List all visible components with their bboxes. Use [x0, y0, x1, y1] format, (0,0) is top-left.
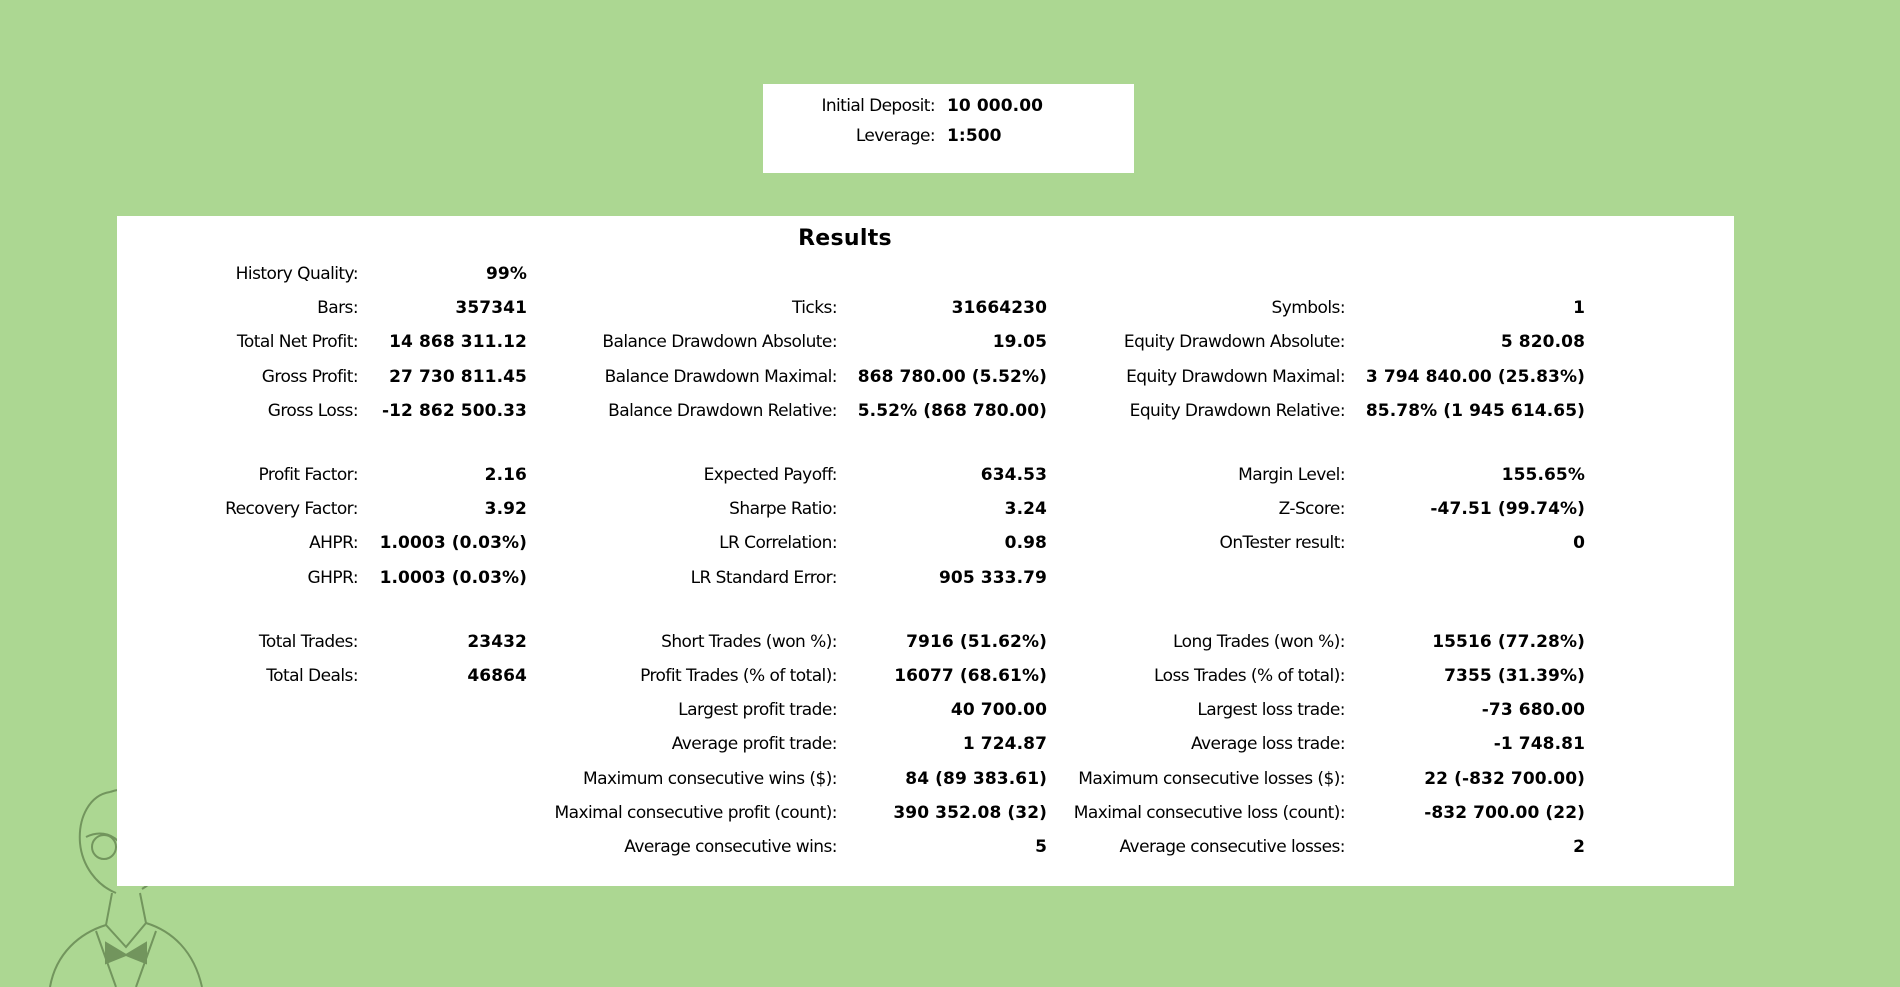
- stat-label: LR Standard Error:: [690, 568, 837, 588]
- stat-label: History Quality:: [235, 264, 358, 284]
- stat-label: Gross Profit:: [261, 367, 358, 387]
- initial-deposit-value: 10 000.00: [947, 96, 1044, 116]
- stat-label: Maximum consecutive wins ($):: [583, 769, 837, 789]
- stat-label: Maximal consecutive loss (count):: [1073, 803, 1345, 823]
- stat-value: 1.0003 (0.03%): [379, 533, 527, 553]
- stat-label: Total Net Profit:: [236, 332, 358, 352]
- stat-label: Gross Loss:: [267, 401, 358, 421]
- stat-label: Balance Drawdown Absolute:: [602, 332, 837, 352]
- stat-label: Loss Trades (% of total):: [1154, 666, 1345, 686]
- stat-label: Maximum consecutive losses ($):: [1078, 769, 1345, 789]
- deposit-info-panel: [763, 84, 1134, 173]
- stat-value: -47.51 (99.74%): [1430, 499, 1585, 519]
- stat-label: Total Trades:: [258, 632, 358, 652]
- stat-value: 3 794 840.00 (25.83%): [1365, 367, 1585, 387]
- stat-label: GHPR:: [307, 568, 358, 588]
- stat-value: 5: [1035, 837, 1047, 857]
- stat-value: 46864: [467, 666, 527, 686]
- stat-value: 5 820.08: [1500, 332, 1585, 352]
- stat-value: 3.92: [484, 499, 527, 519]
- stat-label: Equity Drawdown Maximal:: [1126, 367, 1345, 387]
- stat-value: 868 780.00 (5.52%): [857, 367, 1047, 387]
- stat-value: 19.05: [992, 332, 1047, 352]
- stat-label: Equity Drawdown Absolute:: [1123, 332, 1345, 352]
- stat-value: 357341: [455, 298, 527, 318]
- stat-value: 1 724.87: [962, 734, 1047, 754]
- stat-value: 0.98: [1004, 533, 1047, 553]
- stat-value: 99%: [486, 264, 527, 284]
- stat-label: Largest profit trade:: [678, 700, 837, 720]
- results-panel: [117, 216, 1734, 886]
- stat-label: Equity Drawdown Relative:: [1129, 401, 1345, 421]
- stat-label: Maximal consecutive profit (count):: [554, 803, 837, 823]
- leverage-value: 1:500: [947, 126, 1002, 146]
- stat-value: 2: [1573, 837, 1585, 857]
- stat-value: 23432: [467, 632, 527, 652]
- stat-value: 3.24: [1004, 499, 1047, 519]
- stat-label: Profit Trades (% of total):: [640, 666, 837, 686]
- stat-label: Total Deals:: [266, 666, 358, 686]
- initial-deposit-label: Initial Deposit:: [821, 96, 935, 116]
- stat-label: Balance Drawdown Maximal:: [604, 367, 837, 387]
- stat-label: Symbols:: [1271, 298, 1345, 318]
- stat-value: 85.78% (1 945 614.65): [1365, 401, 1585, 421]
- stat-value: 40 700.00: [950, 700, 1047, 720]
- stat-value: -1 748.81: [1493, 734, 1585, 754]
- stat-label: Ticks:: [791, 298, 837, 318]
- stat-label: Sharpe Ratio:: [729, 499, 837, 519]
- stat-label: Margin Level:: [1238, 465, 1345, 485]
- stat-value: 27 730 811.45: [389, 367, 527, 387]
- stat-value: 15516 (77.28%): [1432, 632, 1585, 652]
- initial-deposit-row: [763, 91, 1134, 121]
- stat-label: Largest loss trade:: [1197, 700, 1345, 720]
- results-title: Results: [798, 226, 892, 251]
- stat-value: 1.0003 (0.03%): [379, 568, 527, 588]
- stat-label: Average consecutive losses:: [1119, 837, 1345, 857]
- stat-value: 84 (89 383.61): [905, 769, 1047, 789]
- stat-value: -12 862 500.33: [381, 401, 527, 421]
- stat-label: LR Correlation:: [719, 533, 837, 553]
- stat-value: 0: [1573, 533, 1585, 553]
- stat-label: OnTester result:: [1219, 533, 1345, 553]
- stat-value: 905 333.79: [938, 568, 1047, 588]
- stat-value: 634.53: [980, 465, 1047, 485]
- stat-value: 31664230: [951, 298, 1047, 318]
- stat-label: Short Trades (won %):: [661, 632, 837, 652]
- stat-value: 1: [1573, 298, 1585, 318]
- stat-label: Profit Factor:: [258, 465, 358, 485]
- stat-value: -832 700.00 (22): [1424, 803, 1585, 823]
- stat-value: 2.16: [484, 465, 527, 485]
- stat-value: 7355 (31.39%): [1444, 666, 1585, 686]
- stat-label: Long Trades (won %):: [1173, 632, 1345, 652]
- stat-value: 14 868 311.12: [389, 332, 527, 352]
- stat-label: Average consecutive wins:: [624, 837, 837, 857]
- stat-value: 7916 (51.62%): [906, 632, 1047, 652]
- stat-value: 155.65%: [1501, 465, 1585, 485]
- stat-label: Z-Score:: [1278, 499, 1345, 519]
- leverage-label: Leverage:: [855, 126, 935, 146]
- stat-value: 390 352.08 (32): [893, 803, 1047, 823]
- stat-label: Average profit trade:: [671, 734, 837, 754]
- stat-value: 5.52% (868 780.00): [857, 401, 1047, 421]
- stat-label: Recovery Factor:: [225, 499, 358, 519]
- leverage-row: [763, 121, 1134, 151]
- stat-value: -73 680.00: [1481, 700, 1585, 720]
- stat-label: Bars:: [317, 298, 358, 318]
- stat-label: Expected Payoff:: [703, 465, 837, 485]
- stat-label: Balance Drawdown Relative:: [608, 401, 837, 421]
- stat-value: 22 (-832 700.00): [1424, 769, 1585, 789]
- stat-label: Average loss trade:: [1190, 734, 1345, 754]
- stat-value: 16077 (68.61%): [894, 666, 1047, 686]
- stat-label: AHPR:: [309, 533, 358, 553]
